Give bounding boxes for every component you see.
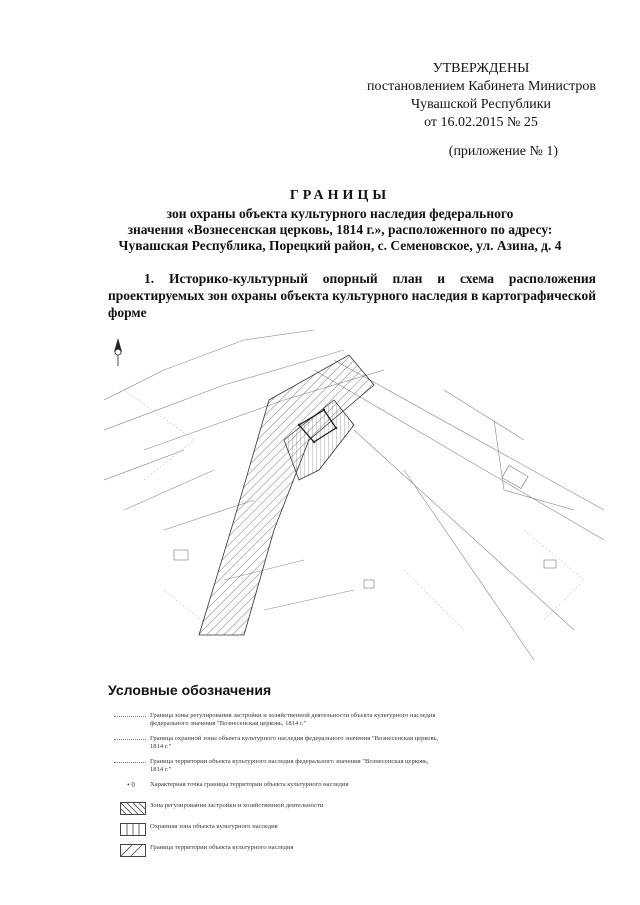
heading-line-3: Чувашская Республика, Порецкий район, с. Семеновское, ул. Азина, д. 4 (118, 238, 562, 253)
territory-box-icon (112, 844, 150, 858)
heading-line-2: значения «Вознесенская церковь, 1814 г.», расположенного по адресу: (127, 222, 553, 237)
legend-item (112, 758, 442, 774)
heading-main: ГРАНИЦЫ (289, 188, 391, 203)
legend-text: Граница зоны регулирования застройки и хозяйственной деятельности объекта культурного наследия федерального значения "Вознесенская церковь, 1814 г." (150, 712, 436, 727)
legend-item (112, 823, 442, 837)
legend-text: Граница охранной зоны объекта культурного наследия федерального значения "Вознесенская церковь, 1814 г." (150, 735, 439, 750)
regulation-zone (199, 355, 374, 635)
point-marker-icon: • 0 (127, 781, 135, 789)
legend-title: Условные обозначения (108, 682, 272, 698)
vertical-lines-box-icon (112, 823, 150, 837)
approval-block (336, 60, 596, 132)
map-drawing (104, 330, 604, 665)
legend-text: Граница территории объекта культурного наследия (150, 844, 294, 851)
legend-text: Характерная точка границы территории объекта культурного наследия (150, 781, 349, 788)
legend-text: Зона регулирования застройки и хозяйственной деятельности (150, 802, 324, 809)
legend-item (112, 802, 442, 816)
legend (112, 712, 442, 865)
legend-item (112, 735, 442, 751)
approval-title: УТВЕРЖДЕНЫ (432, 61, 530, 76)
hatched-box-icon (112, 802, 150, 816)
legend-item (112, 781, 442, 795)
approval-line-3: от 16.02.2015 № 25 (424, 115, 538, 130)
north-arrow-icon (114, 338, 122, 366)
legend-text: Охранная зона объекта культурного наследия (150, 823, 278, 830)
heading-line-1: зон охраны объекта культурного наследия федерального (166, 206, 514, 221)
dotted-line-icon (112, 758, 150, 772)
approval-line-1: постановлением Кабинета Министров (367, 79, 596, 94)
appendix-label: (приложение № 1) (448, 144, 558, 159)
approval-line-2: Чувашской Республики (410, 97, 552, 112)
legend-item (112, 844, 442, 858)
legend-text: Граница территории объекта культурного наследия федерального значения "Вознесенская церковь, 1814 г." (150, 758, 429, 773)
legend-item (112, 712, 442, 728)
dotted-line-icon (112, 735, 150, 749)
section-title: 1. Историко-культурный опорный план и схема расположения проектируемых зон охраны объекта культурного наследия в картографической форме (108, 271, 596, 320)
document-heading (60, 188, 620, 254)
cartographic-map (104, 330, 604, 670)
dotted-line-icon (112, 712, 150, 726)
